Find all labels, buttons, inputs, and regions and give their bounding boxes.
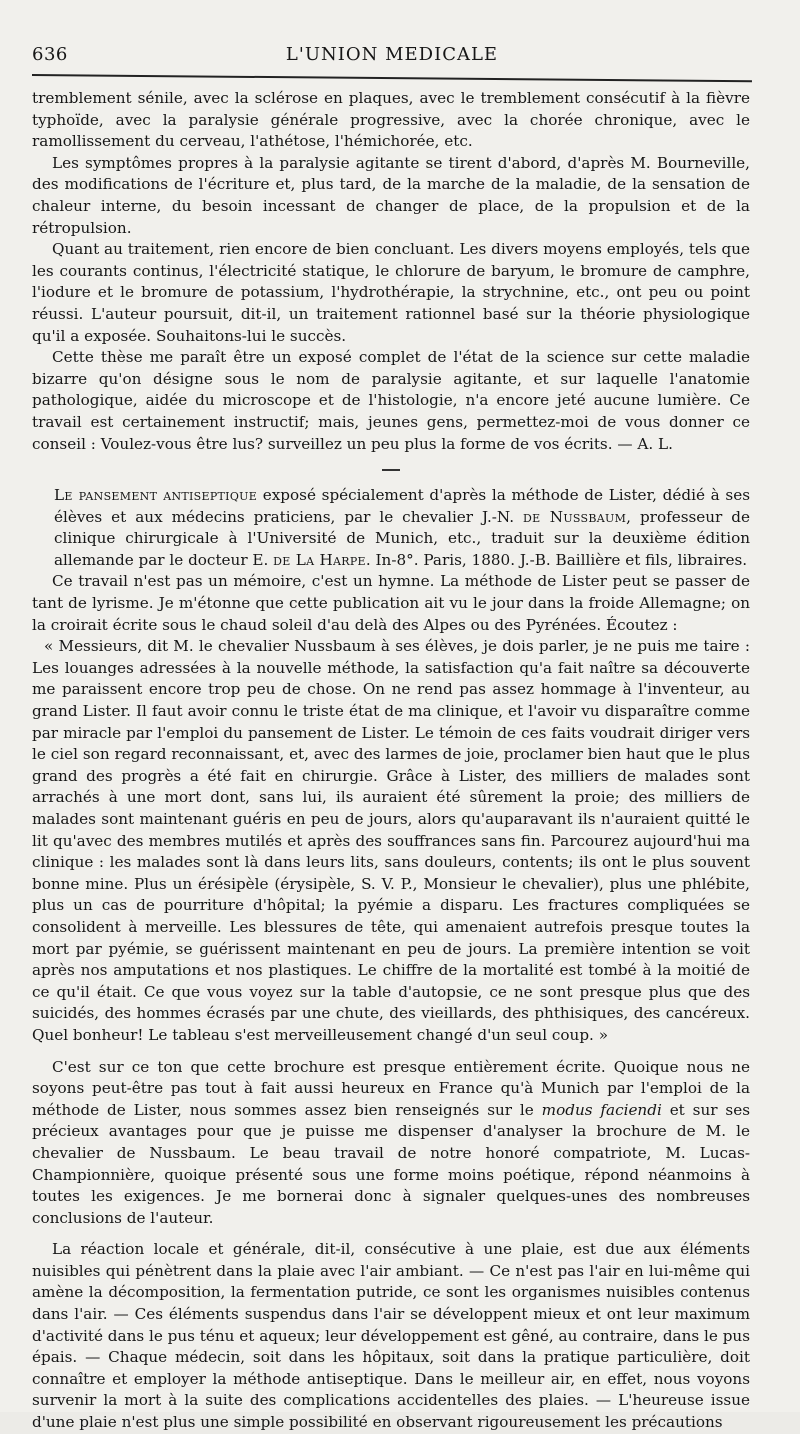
book-details-c: . In-8°. Paris, 1880. J.-B. Baillière et fils, libraires. — [365, 550, 748, 569]
paragraph-8: La réaction locale et générale, dit-il, consécutive à une plaie, est due aux éléments nuisibles qui pénètrent dans la plaie avec l'air ambiant. — Ce n'est pas l'air en lui-même qui amène la décomposition, la fermentation putride, ce sont les organismes nuisibles contenus dans l'air. — Ces éléments suspendus dans l'air se développent mieux et ont leur maximum d'activité dans le pus ténu et aqueux; leur développement est gêné, au contraire, dans le pus épais. — Chaque médecin, soit dans les hôpitaux, soit dans la pratique particulière, doit connaître et employer la méthode antiseptique. Dans le meilleur air, en effet, nous voyons survenir la mort à la suite des complications accidentelles des plaies. — L'heureuse issue d'une plaie n'est plus une simple possibilité en observant rigoureusement les précautions — [32, 1240, 750, 1432]
spacer — [32, 1047, 750, 1057]
paragraph-3: Quant au traitement, rien encore de bien concluant. Les divers moyens employés, tels que les courants continus, l'électricité statique, le chlorure de baryum, le bromure de camphre, l'iodure et le bromure de potassium, l'hydrothérapie, la strychnine, etc., ont peu ou point réussi. L'auteur poursuit, dit-il, un traitement rationnel basé sur la théorie physiologique qu'il a exposée. Souhaitons-lui le succès. — [32, 240, 750, 345]
paragraph-7-b: et sur ses précieux avantages pour que je puisse me dispenser d'analyser la brochure de M. le chevalier de Nussbaum. Le beau travail de notre honoré compatriote, M. Lucas-Championnière, quoique présenté sous une forme moins poétique, répond néanmoins à toutes les exigences. Je me bornerai donc à signaler quelques-unes des nombreuses conclusions de l'auteur. — [32, 1100, 750, 1227]
running-title: L'UNION MEDICALE — [285, 44, 499, 65]
paragraph-1: tremblement sénile, avec la sclérose en plaques, avec le tremblement consécutif à la fièvre typhoïde, avec la paralysie générale progressive, avec la chorée chronique, avec le ramollissement du cerveau, l'athétose, l'hémichorée, etc. — [32, 89, 750, 151]
paragraph-5: Ce travail n'est pas un mémoire, c'est un hymne. La méthode de Lister peut se passer de tant de lyrisme. Je m'étonne que cette publication ait vu le jour dans la froide Allemagne; on la croirait écrite sous le chaud soleil d'au delà des Alpes ou des Pyrénées. Écoutez : — [32, 572, 750, 634]
page-body — [32, 88, 750, 1434]
section-separator — [32, 461, 750, 477]
italic-phrase: modus faciendi — [541, 1100, 662, 1119]
page-number: 636 — [32, 44, 68, 65]
book-review-heading — [32, 485, 750, 571]
book-details-a: exposé spécialement d'après la méthode de Lister, dédié à ses élèves et aux médecins praticiens, par le chevalier J.-N. — [54, 486, 750, 526]
book-details-b: , professeur de clinique chirurgicale à l'Université de Munich, etc., traduit sur la deuxième édition allemande par le docteur E. — [54, 507, 750, 569]
quotation: « Messieurs, dit M. le chevalier Nussbaum à ses élèves, je dois parler, je ne puis me taire : Les louanges adressées à la nouvelle méthode, la satisfaction qu'a fait naître sa découverte me paraissent encore trop peu de chose. On ne rend pas assez hommage à l'inventeur, au grand Lister. Il faut avoir connu le triste état de ma clinique, et l'avoir vu disparaître comme par miracle par l'emploi du pansement de Lister. Le témoin de ces faits voudrait diriger vers le ciel son regard reconnaissant, et, avec des larmes de joie, proclamer bien haut que le plus grand des progrès a été fait en chirurgie. Grâce à Lister, des milliers de malades sont arrachés à une mort dont, sans lui, ils auraient été sûrement la proie; des milliers de malades sont maintenant guéris en peu de jours, alors qu'auparavant ils n'auraient quitté le lit qu'avec des membres mutilés et après des souffrances sans fin. Parcourez aujourd'hui ma clinique : les malades sont là dans leurs lits, sans douleurs, contents; ils ont le plus souvent bonne mine. Plus un érésipèle (érysipèle, S. V. P., Monsieur le chevalier), plus une phlébite, plus un cas de pourriture d'hôpital; la pyémie a disparu. Les fractures compliquées se consolident à merveille. Les blessures de tête, qui amenaient autrefois presque toutes la mort par pyémie, se guérissent maintenant en peu de jours. La première intention se voit après nos amputations et nos plastiques. Le chiffre de la mortalité est tombé à la moitié de ce qu'il était. Ce que vous voyez sur la table d'autopsie, ce ne sont presque plus que des suicidés, des hommes écrasés par une chute, des vieillards, des phthisiques, des cancéreux. Quel bonheur! Le tableau s'est merveilleusement changé d'un seul coup. » — [32, 637, 750, 1044]
paragraph-7 — [32, 1057, 750, 1230]
paragraph-7-a: C'est sur ce ton que cette brochure est presque entièrement écrite. Quoique nous ne soyons peut-être pas tout à fait aussi heureux en France qu'à Munich par l'emploi de la méthode de Lister, nous sommes assez bien renseignés sur le — [32, 1057, 750, 1119]
book-title: Le pansement antiseptique — [54, 486, 258, 505]
paragraph-4: Cette thèse me paraît être un exposé complet de l'état de la science sur cette maladie bizarre qu'on désigne sous le nom de paralysie agitante, et sur laquelle l'anatomie pathologique, aidée du microscope et de l'histologie, n'a encore jeté aucune lumière. Ce travail est certainement instructif; mais, jeunes gens, permettez-moi de vous donner ce conseil : Voulez-vous être lus? surveillez un peu plus la forme de vos écrits. — A. L. — [32, 348, 750, 453]
book-translator: de La Harpe — [273, 550, 366, 569]
page-header — [32, 44, 752, 70]
spacer — [32, 1229, 750, 1239]
book-author: de Nussbaum — [523, 507, 627, 526]
paragraph-2: Les symptômes propres à la paralysie agitante se tirent d'abord, d'après M. Bourneville, des modifications de l'écriture et, plus tard, de la marche de la maladie, de la sensation de chaleur interne, du besoin incessant de changer de place, de la propulsion et de la rétropulsion. — [32, 153, 750, 237]
header-rule — [32, 74, 752, 82]
